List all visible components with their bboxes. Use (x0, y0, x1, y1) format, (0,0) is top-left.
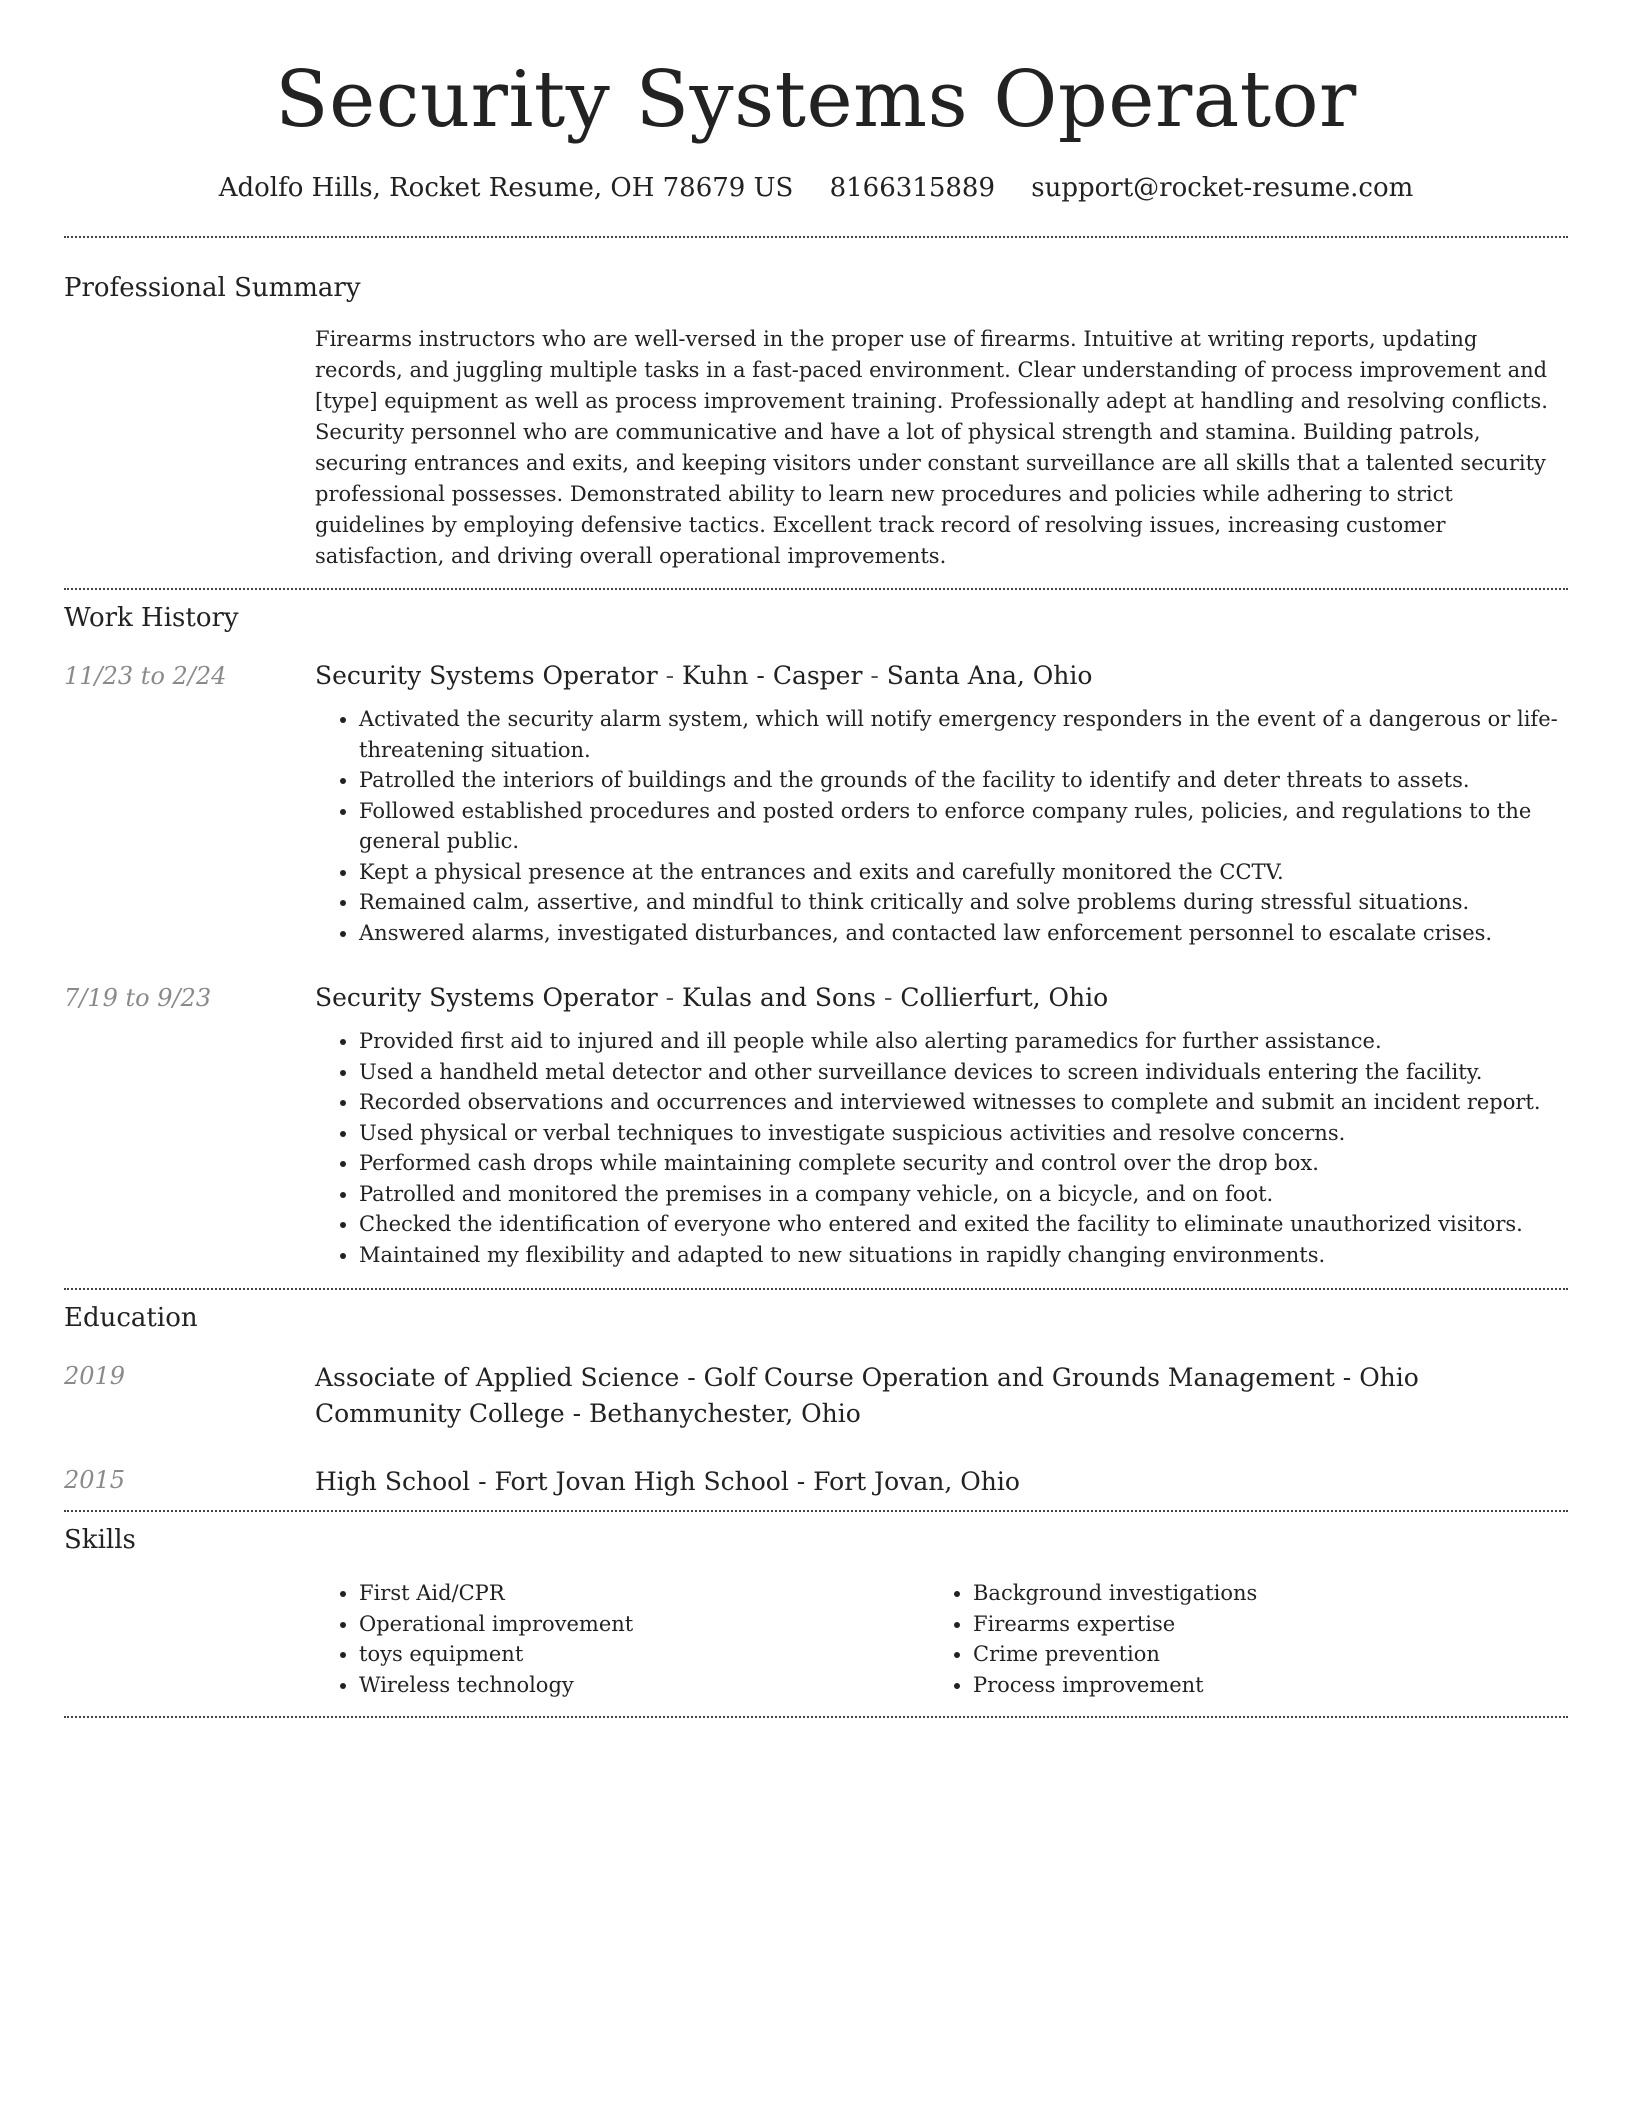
summary-text: Firearms instructors who are well-versed in the proper use of firearms. Intuitive at writing reports, updating records, and juggling multiple tasks in a fast-paced environment. Clear understanding of process improvement and [type] equipment as well as process improvement training. Professionally adept at handling and resolving conflicts. Security personnel who are communicative and have a lot of physical strength and stamina. Building patrols, securing entrances and exits, and keeping visitors under constant surveillance are all skills that a talented security professional possesses. Demonstrated ability to learn new procedures and policies while adhering to strict guidelines by employing defensive tactics. Excellent track record of resolving issues, increasing customer satisfaction, and driving overall operational improvements. (315, 327, 1548, 568)
education-year: 2015 (64, 1466, 126, 1494)
job-position: Security Systems Operator (315, 661, 658, 690)
summary-left-spacer (64, 324, 315, 572)
list-item: • Activated the security alarm system, which will notify emergency responders in the event of a dangerous or life-threatening situation. (359, 704, 1568, 765)
list-item: • Followed established procedures and posted orders to enforce company rules, policies, and regulations to the general public. (359, 796, 1568, 857)
education-details (315, 1464, 1568, 1500)
education-entry (64, 1464, 1568, 1500)
education-year: 2019 (64, 1362, 126, 1390)
skills-left-spacer (64, 1578, 315, 1700)
contact-email: support@rocket-resume.com (1031, 173, 1414, 203)
education-heading: Education (64, 1303, 198, 1333)
list-item: • Used physical or verbal techniques to investigate suspicious activities and resolve concerns. (359, 1118, 1568, 1149)
job-company: Kuhn - Casper (682, 661, 863, 690)
list-item: • Patrolled the interiors of buildings and the grounds of the facility to identify and deter threats to assets. (359, 765, 1568, 796)
list-item: • Checked the identification of everyone who entered and exited the facility to eliminate unauthorized visitors. (359, 1209, 1568, 1240)
job-bullet-list (315, 704, 1568, 948)
skill-item: • Crime prevention (973, 1639, 1543, 1670)
job-location: Santa Ana, Ohio (886, 661, 1093, 690)
contact-address: Adolfo Hills, Rocket Resume, OH 78679 US (218, 173, 794, 203)
education-title-line: High School - Fort Jovan High School - Fort Jovan, Ohio (315, 1467, 1020, 1496)
summary-body (315, 324, 1568, 572)
job-details (315, 660, 1568, 948)
work-history-section (64, 602, 1568, 1270)
education-school: Fort Jovan High School - Fort Jovan, Ohio (494, 1467, 1020, 1496)
list-item: • Answered alarms, investigated disturbances, and contacted law enforcement personnel to escalate crises. (359, 918, 1568, 949)
job-entry (64, 982, 1568, 1270)
summary-heading: Professional Summary (64, 273, 361, 303)
education-degree: High School (315, 1467, 471, 1496)
job-bullet-list (315, 1026, 1568, 1270)
skills-row (64, 1578, 1568, 1700)
job-dates: 7/19 to 9/23 (64, 984, 212, 1012)
education-school: Ohio Community College - Bethanychester, Ohio (315, 1363, 1419, 1428)
list-item: • Performed cash drops while maintaining complete security and control over the drop box. (359, 1148, 1568, 1179)
section-divider (64, 1510, 1568, 1512)
job-location: Collierfurt, Ohio (900, 983, 1109, 1012)
job-title-line: Security Systems Operator - Kuhn - Casper - Santa Ana, Ohio (315, 661, 1093, 690)
section-divider (64, 1288, 1568, 1290)
contact-phone: 8166315889 (829, 173, 996, 203)
list-item: • Kept a physical presence at the entrances and exits and carefully monitored the CCTV. (359, 857, 1568, 888)
summary-section (64, 272, 1568, 572)
education-entry (64, 1360, 1568, 1432)
skill-item: • First Aid/CPR (359, 1578, 929, 1609)
section-divider (64, 1716, 1568, 1718)
education-section (64, 1302, 1568, 1500)
list-item: • Provided first aid to injured and ill people while also alerting paramedics for further assistance. (359, 1026, 1568, 1057)
job-dates: 11/23 to 2/24 (64, 662, 227, 690)
skill-item: • Wireless technology (359, 1670, 929, 1701)
list-item: • Recorded observations and occurrences and interviewed witnesses to complete and submit an incident report. (359, 1087, 1568, 1118)
skill-item: • Firearms expertise (973, 1609, 1543, 1640)
list-item: • Maintained my flexibility and adapted to new situations in rapidly changing environments. (359, 1240, 1568, 1271)
work-history-heading: Work History (64, 603, 239, 633)
skills-heading: Skills (64, 1525, 136, 1555)
job-details (315, 982, 1568, 1270)
section-divider (64, 588, 1568, 590)
resume-header (64, 0, 1568, 204)
contact-line (64, 172, 1568, 204)
education-degree: Associate of Applied Science - Golf Course Operation and Grounds Management (315, 1363, 1335, 1392)
education-title-line: Associate of Applied Science - Golf Course Operation and Grounds Management - Ohio Community College - Bethanychester, Ohio (315, 1363, 1419, 1428)
skill-item: • Background investigations (973, 1578, 1543, 1609)
list-item: • Patrolled and monitored the premises in a company vehicle, on a bicycle, and on foot. (359, 1179, 1568, 1210)
job-entry (64, 660, 1568, 948)
skills-section (64, 1524, 1568, 1700)
skills-grid (315, 1578, 1568, 1700)
section-divider (64, 236, 1568, 238)
job-company: Kulas and Sons (682, 983, 877, 1012)
job-position: Security Systems Operator (315, 983, 658, 1012)
list-item: • Used a handheld metal detector and other surveillance devices to screen individuals entering the facility. (359, 1057, 1568, 1088)
skills-list-left (315, 1578, 929, 1700)
list-item: • Remained calm, assertive, and mindful to think critically and solve problems during stressful situations. (359, 887, 1568, 918)
education-details (315, 1360, 1568, 1432)
skill-item: • toys equipment (359, 1639, 929, 1670)
candidate-name: Security Systems Operator (275, 55, 1357, 145)
skill-item: • Process improvement (973, 1670, 1543, 1701)
job-title-line: Security Systems Operator - Kulas and Sons - Collierfurt, Ohio (315, 983, 1109, 1012)
skill-item: • Operational improvement (359, 1609, 929, 1640)
summary-row (64, 324, 1568, 572)
skills-list-right (929, 1578, 1543, 1700)
